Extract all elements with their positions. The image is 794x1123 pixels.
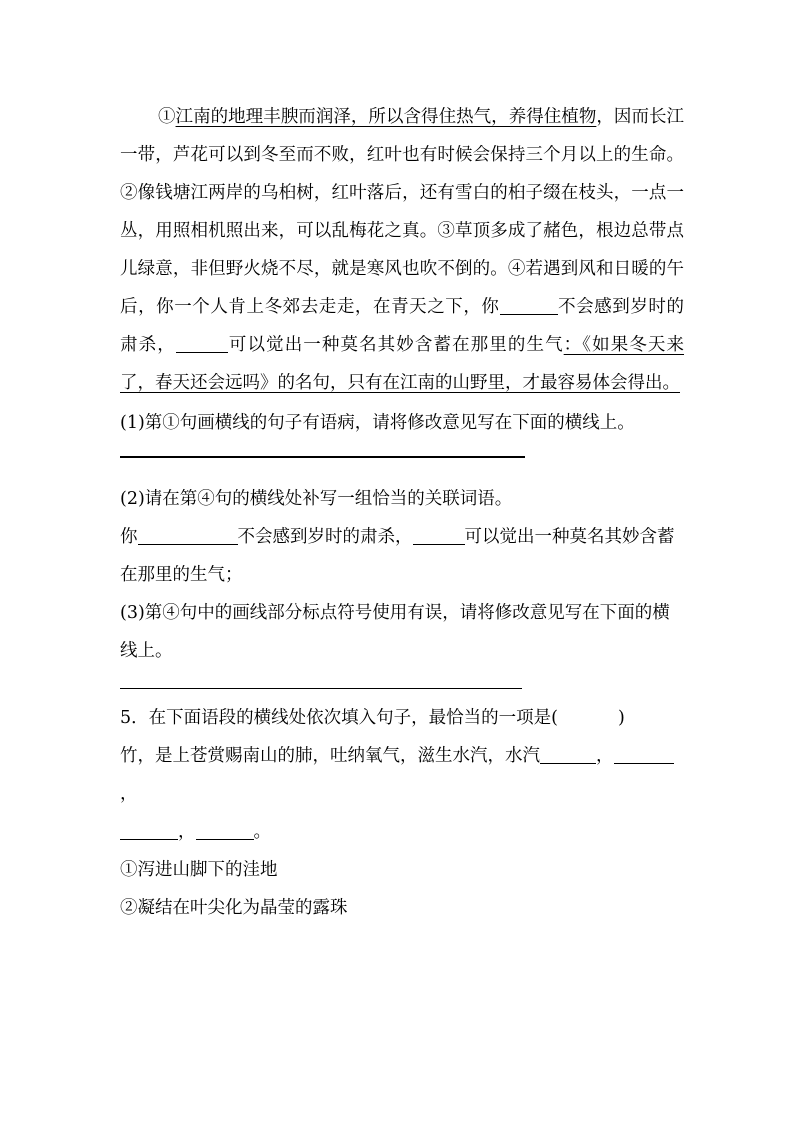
sentence-2: ②像钱塘江两岸的乌桕树，红叶落后，还有雪白的桕子缀在枝头，一点一丛，用照相机照出来，可以乱梅花之真。: [120, 183, 684, 241]
question-5-paragraph: [120, 737, 684, 851]
q2-text-b: 不会感到岁时的肃杀，: [237, 527, 413, 547]
q2-blank-1[interactable]: [138, 527, 238, 546]
q5-option-1: ①泻进山脚下的洼地: [120, 860, 278, 880]
sentence-marker-1: ①: [158, 107, 176, 127]
sentence-1-rest: ，因而长江一带，芦花可以到冬至而不败，红叶也有时候会保持三个月以上的生命。: [120, 107, 685, 165]
underlined-sentence-4: ：《如果冬天来了，春天还会远吗》的名句，只有在江南的山野里，才最容易体会得出。: [120, 335, 685, 393]
q5-blank-2[interactable]: [614, 746, 674, 765]
q2-blank-2[interactable]: [413, 527, 465, 546]
q5-comma-2: ，: [120, 784, 138, 804]
q5-blank-1[interactable]: [540, 746, 596, 765]
answer-line-1[interactable]: [120, 456, 525, 458]
q5-blank-4[interactable]: [196, 822, 254, 841]
sentence-4-part-a: ④若遇到风和日暖的午后，你一个人肯上冬郊去走走，在青天之下，你: [120, 259, 685, 317]
q5-comma-3: ，: [178, 822, 196, 842]
sentence-4-part-c: 可以觉出一种莫名其妙含蓄在那里的生气: [227, 335, 564, 355]
sentence-3: ③草顶多成了赭色，根边总带点儿绿意，非但野火烧不尽，就是寒风也吹不倒的。: [120, 221, 685, 279]
fill-blank-1[interactable]: [500, 297, 558, 316]
q5-blank-3[interactable]: [120, 822, 178, 841]
q5-comma-1: ，: [596, 746, 614, 766]
question-1: (1)第①句画横线的句子有语病，请将修改意见写在下面的横线上。: [120, 413, 635, 433]
q5-para-text: 竹，是上苍赏赐南山的肺，吐纳氧气，滋生水汽，水汽: [120, 746, 540, 766]
q5-option-2: ②凝结在叶尖化为晶莹的露珠: [120, 898, 348, 918]
question-2: (2)请在第④句的横线处补写一组恰当的关联词语。: [120, 489, 513, 509]
q2-text-a: 你: [120, 527, 138, 547]
question-3: (3)第④句中的画线部分标点符号使用有误，请将修改意见写在下面的横线上。: [120, 603, 670, 661]
q5-period: 。: [253, 822, 271, 842]
question-5-stem: [120, 699, 684, 737]
q5-stem-text: 5．在下面语段的横线处依次填入句子，最恰当的一项是(: [120, 708, 558, 728]
reading-passage: [120, 98, 684, 402]
sentence-4-part-b: 不会感到岁时的肃杀，: [120, 297, 684, 355]
fill-blank-2[interactable]: [176, 335, 228, 354]
question-2-fill-line: [120, 518, 684, 594]
answer-line-3[interactable]: [120, 688, 522, 689]
q2-text-c: 可以觉出一种莫名其妙含蓄在那里的生气；: [120, 527, 675, 585]
underlined-sentence-1: 江南的地理丰腴而润泽，所以含得住热气，养得住植物: [175, 107, 597, 127]
q5-stem-end: ): [617, 708, 625, 728]
